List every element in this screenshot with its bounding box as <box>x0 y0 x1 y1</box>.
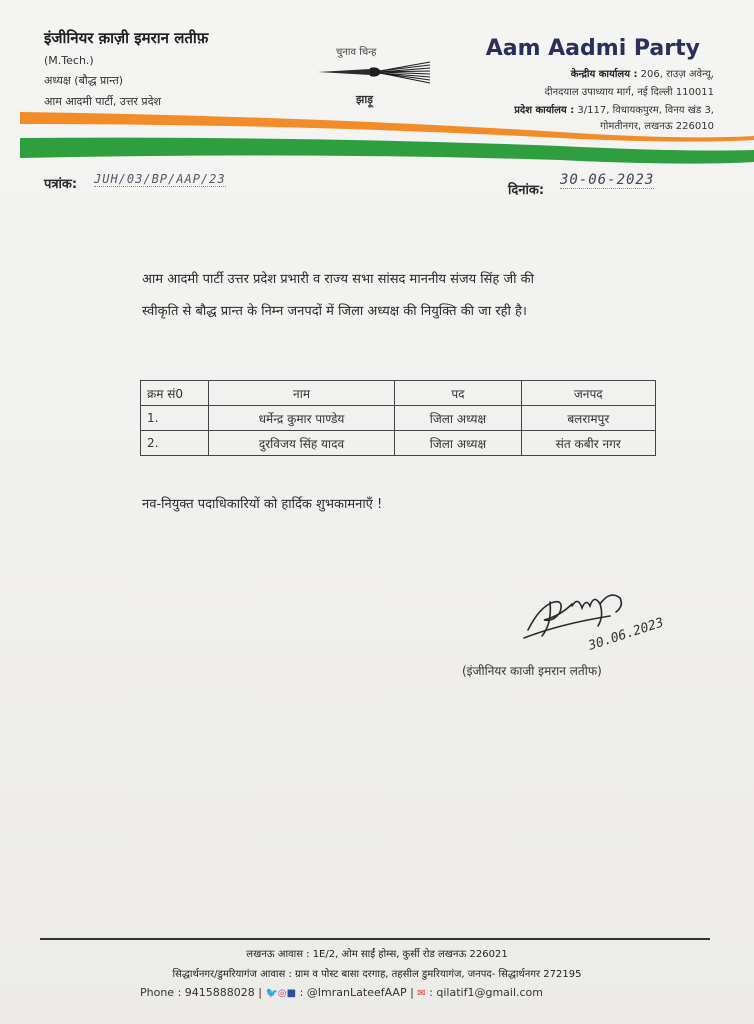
footer-lucknow-address: लखनऊ आवास : 1E/2, ओम साईं होम्स, कुर्सी रोड लखनऊ 226021 <box>246 949 508 960</box>
footer-phone: Phone : 9415888028 | <box>140 986 262 999</box>
cell-district: बलरामपुर <box>521 406 655 431</box>
table-header-row <box>141 381 656 406</box>
footer-email: : qilatif1@gmail.com <box>429 986 544 999</box>
sender-post: अध्यक्ष (बौद्ध प्रान्त) <box>44 74 124 87</box>
cell-serial: 1. <box>141 406 209 431</box>
instagram-icon: ◎ <box>277 987 287 999</box>
footer-social-handle: : @ImranLateefAAP | <box>299 986 414 999</box>
sender-degree: (M.Tech.) <box>44 54 94 67</box>
footer-siddharthnagar-address: सिद्धार्थनगर/डुमरियागंज आवास : ग्राम व पोस्ट बासा दरगाह, तहसील डुमरियागंज, जनपद- सिद्धार्थनगर 272195 <box>172 969 582 980</box>
ref-label: पत्रांक: <box>44 177 78 192</box>
central-office-line1: केन्द्रीय कार्यालय : 206, राउज़ अवेन्यू, <box>570 69 714 80</box>
state-office-line1: प्रदेश कार्यालय : 3/117, विधायकपुरम, विनय खंड 3, <box>514 105 714 116</box>
party-title: Aam Aadmi Party <box>485 36 700 61</box>
body-line-2: स्वीकृति से बौद्ध प्रान्त के निम्न जनपदों में जिला अध्यक्ष की नियुक्ति की जा रही है। <box>142 304 527 319</box>
broom-icon <box>316 60 432 84</box>
state-office-line2: गोमतीनगर, लखनऊ 226010 <box>600 121 714 132</box>
central-office-label: केन्द्रीय कार्यालय : <box>570 69 638 80</box>
state-office-label: प्रदेश कार्यालय : <box>514 105 575 116</box>
gmail-icon: ✉ <box>417 987 426 999</box>
ref-number: JUH/03/BP/AAP/23 <box>94 172 226 186</box>
cell-name: दुरविजय सिंह यादव <box>208 431 395 456</box>
symbol-name: झाड़ू <box>356 93 374 106</box>
central-office-line2: दीनदयाल उपाध्याय मार्ग, नई दिल्ली 110011 <box>544 87 714 98</box>
sender-name: इंजीनियर क़ाज़ी इमरान लतीफ़ <box>44 29 209 47</box>
date-label: दिनांक: <box>508 183 545 198</box>
cell-post: जिला अध्यक्ष <box>395 406 521 431</box>
col-name: नाम <box>208 381 395 406</box>
signature-date: 30.06.2023 <box>586 615 666 654</box>
facebook-icon: ■ <box>286 987 297 999</box>
table-row <box>141 431 656 456</box>
body-line-1: आम आदमी पार्टी उत्तर प्रदेश प्रभारी व राज्य सभा सांसद माननीय संजय सिंह जी की <box>142 272 534 287</box>
col-district: जनपद <box>521 381 655 406</box>
greeting: नव-नियुक्त पदाधिकारियों को हार्दिक शुभकामनाएँ ! <box>142 497 383 512</box>
symbol-label: चुनाव चिन्ह <box>336 47 377 58</box>
table-row <box>141 406 656 431</box>
cell-post: जिला अध्यक्ष <box>395 431 521 456</box>
tricolor-band <box>0 110 754 168</box>
footer-contact <box>140 986 543 999</box>
signer-name: (इंजीनियर काजी इमरान लतीफ) <box>462 664 602 678</box>
cell-district: संत कबीर नगर <box>521 431 655 456</box>
col-serial: क्रम सं0 <box>141 381 209 406</box>
footer-divider <box>40 938 710 940</box>
cell-serial: 2. <box>141 431 209 456</box>
appointment-table <box>140 380 656 456</box>
letter-date: 30-06-2023 <box>560 172 655 188</box>
col-post: पद <box>395 381 521 406</box>
sender-party: आम आदमी पार्टी, उत्तर प्रदेश <box>44 95 162 108</box>
cell-name: धर्मेन्द्र कुमार पाण्डेय <box>208 406 395 431</box>
twitter-icon: 🐦 <box>265 987 278 999</box>
handwritten-signature <box>520 576 670 656</box>
